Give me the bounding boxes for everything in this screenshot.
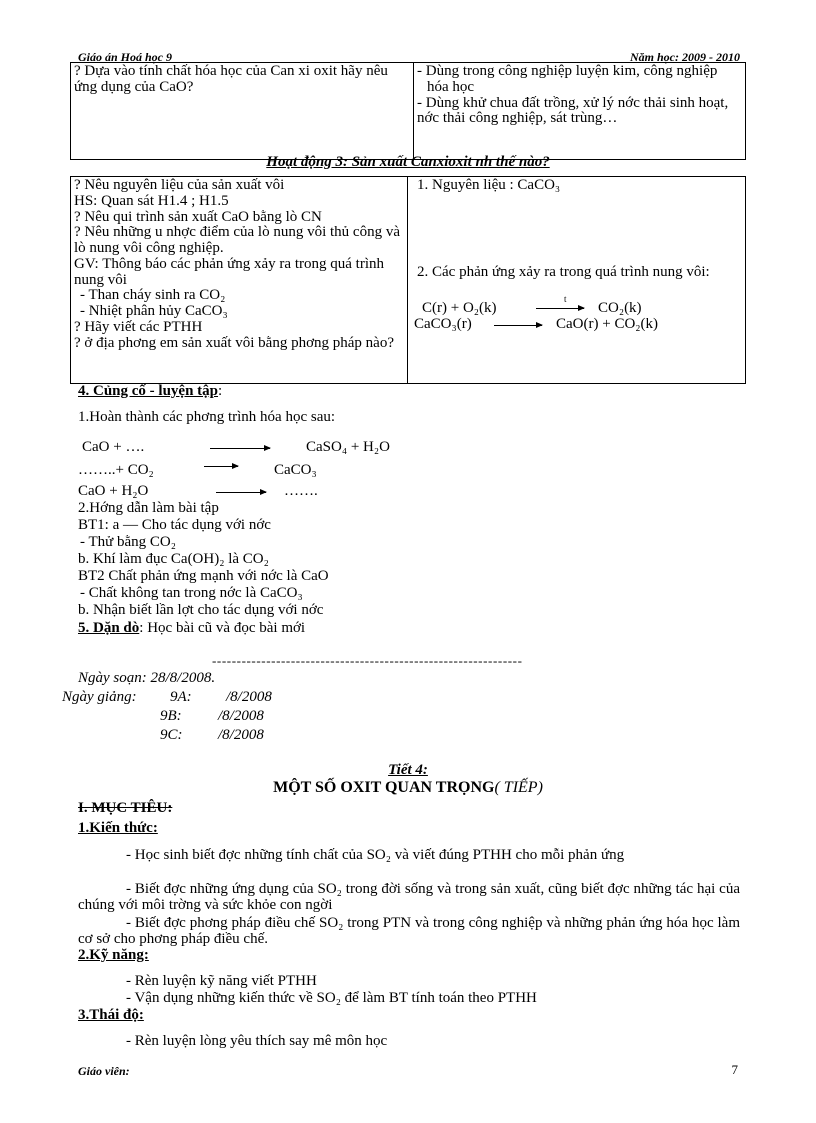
section5-row [78, 621, 305, 637]
prod-line: ? Nêu những u nhợc điểm của lò nung vôi thủ công và lò nung vôi công nghiệp. [74, 224, 400, 256]
lesson-title-row [0, 780, 816, 797]
equation-1-arrow [536, 308, 584, 309]
section4-colon: : [218, 383, 223, 399]
equation-2-arrow [494, 325, 542, 326]
eqB-arrow [204, 466, 238, 467]
production-table [70, 176, 746, 384]
guide-line: b. Khí làm đục Ca(OH)₂ là CO₂ [78, 551, 269, 567]
guide-line: - Thử bằng CO₂ [80, 534, 176, 550]
prod-line: - Than cháy sinh ra CO₂ [80, 287, 226, 304]
objectives-title: I. MỤC TIÊU: [78, 800, 173, 816]
guide-line: BT2 Chất phản ứng mạnh với nớc là CaO [78, 568, 329, 584]
eqA-left: CaO + …. [82, 439, 145, 455]
class-9c-date: /8/2008 [218, 727, 264, 743]
top-table [70, 62, 746, 160]
class-9a: 9A: [170, 689, 192, 705]
attitude-title: 3.Thái độ: [78, 1007, 144, 1023]
class-9c: 9C: [160, 727, 183, 743]
top-right-line1: - Dùng trong công nghiệp luyện kim, công nghiệp hóa học [417, 63, 718, 95]
lesson-number: Tiết 4: [388, 762, 428, 778]
knowledge-2: - Biết đợc những ứng dụng của SO₂ trong đời sống và trong sản xuất, cũng biết đợc những tác hại của chúng với môi trờng và sức khỏe con ngời [78, 881, 740, 913]
eqC-right: ……. [284, 483, 318, 499]
guide-line: 2.Hớng dẫn làm bài tập [78, 500, 219, 516]
section5-title: 5. Dặn dò [78, 620, 140, 636]
attitude-1: - Rèn luyện lòng yêu thích say mê môn học [126, 1033, 388, 1049]
skill-title: 2.Kỹ năng: [78, 947, 149, 963]
equation-1-cond: t [564, 294, 567, 304]
production-left [71, 177, 408, 384]
lesson-title: MỘT SỐ OXIT QUAN TRỌNG [273, 779, 495, 796]
section4-title: 4. Củng cố - luyện tập [78, 383, 219, 399]
eqC-arrow [216, 492, 266, 493]
guide-line: b. Nhận biết lần lợt cho tác dụng với nớc [78, 602, 324, 618]
skill-2: - Vận dụng những kiến thức về SO₂ để làm BT tính toán theo PTHH [126, 990, 537, 1006]
eqA-right: CaSO₄ + H₂O [306, 439, 390, 455]
prod-line: GV: Thông báo các phản ứng xảy ra trong quá trình nung vôi [74, 255, 384, 288]
prod-line: ? Hãy viết các PTHH [74, 318, 203, 335]
page-number: 7 [731, 1062, 738, 1077]
section4-title-row [78, 384, 222, 400]
lesson-subtitle: ( TIẾP) [494, 779, 543, 796]
class-9b: 9B: [160, 708, 182, 724]
knowledge-1: - Học sinh biết đợc những tính chất của SO₂ và viết đúng PTHH cho mỗi phản ứng [126, 847, 625, 863]
eqB-left: ……..+ CO₂ [78, 462, 154, 478]
eqB-right: CaCO₃ [274, 462, 317, 478]
activity3-title: Hoạt động 3: Sản xuất Canxioxit nh thế nào? [266, 154, 550, 170]
footer-teacher: Giáo viên: [78, 1064, 130, 1078]
prod-line: HS: Quan sát H1.4 ; H1.5 [74, 192, 229, 209]
eqA-arrow [210, 448, 270, 449]
prod-line: ? ở địa phơng em sản xuất vôi bằng phơng pháp nào? [74, 334, 394, 351]
raw-material: 1. Nguyên liệu : CaCO₃ [417, 177, 561, 193]
guide-line: - Chất không tan trong nớc là CaCO₃ [80, 585, 303, 601]
exercise-intro: 1.Hoàn thành các phơng trình hóa học sau: [78, 409, 336, 425]
top-table-left: ? Dựa vào tính chất hóa học của Can xi oxit hãy nêu ứng dụng của CaO? [71, 63, 414, 160]
reactions-heading: 2. Các phản ứng xảy ra trong quá trình nung vôi: [417, 264, 710, 280]
top-table-right [414, 63, 746, 160]
top-right-line2: - Dùng khử chua đất trồng, xử lý nớc thải sinh hoạt, nớc thải công nghiệp, sát trùng… [417, 94, 729, 127]
prod-line: ? Nêu nguyên liệu của sản xuất vôi [74, 177, 285, 193]
knowledge-title: 1.Kiến thức: [78, 820, 158, 836]
date-giang-label: Ngày giảng: [62, 689, 137, 705]
header-right: Năm học: 2009 - 2010 [630, 50, 740, 64]
prod-line: - Nhiệt phân hủy CaCO₃ [80, 303, 228, 319]
header-left: Giáo án Hoá học 9 [78, 50, 173, 64]
date-soan: Ngày soạn: 28/8/2008. [78, 670, 216, 686]
prod-line: ? Nêu qui trình sản xuất CaO bằng lò CN [74, 208, 322, 225]
eqC-left: CaO + H₂O [78, 483, 149, 499]
guide-line: BT1: a — Cho tác dụng với nớc [78, 517, 271, 533]
equation-1-left: C(r) + O₂(k) [422, 300, 497, 316]
class-9a-date: /8/2008 [226, 689, 272, 705]
knowledge-3: - Biết đợc phơng pháp điều chế SO₂ trong PTN và trong công nghiệp và những phản ứng hóa học làm cơ sở cho phơng pháp điều chế. [78, 915, 740, 947]
divider: --------------------------------------------------------------- [212, 653, 523, 668]
section5-text: : Học bài cũ và đọc bài mới [139, 620, 306, 636]
equation-2-left: CaCO₃(r) [414, 316, 472, 332]
equation-1-right: CO₂(k) [598, 300, 642, 316]
class-9b-date: /8/2008 [218, 708, 264, 724]
equation-2-right: CaO(r) + CO₂(k) [556, 316, 658, 332]
production-right [408, 177, 746, 384]
skill-1: - Rèn luyện kỹ năng viết PTHH [126, 973, 317, 989]
